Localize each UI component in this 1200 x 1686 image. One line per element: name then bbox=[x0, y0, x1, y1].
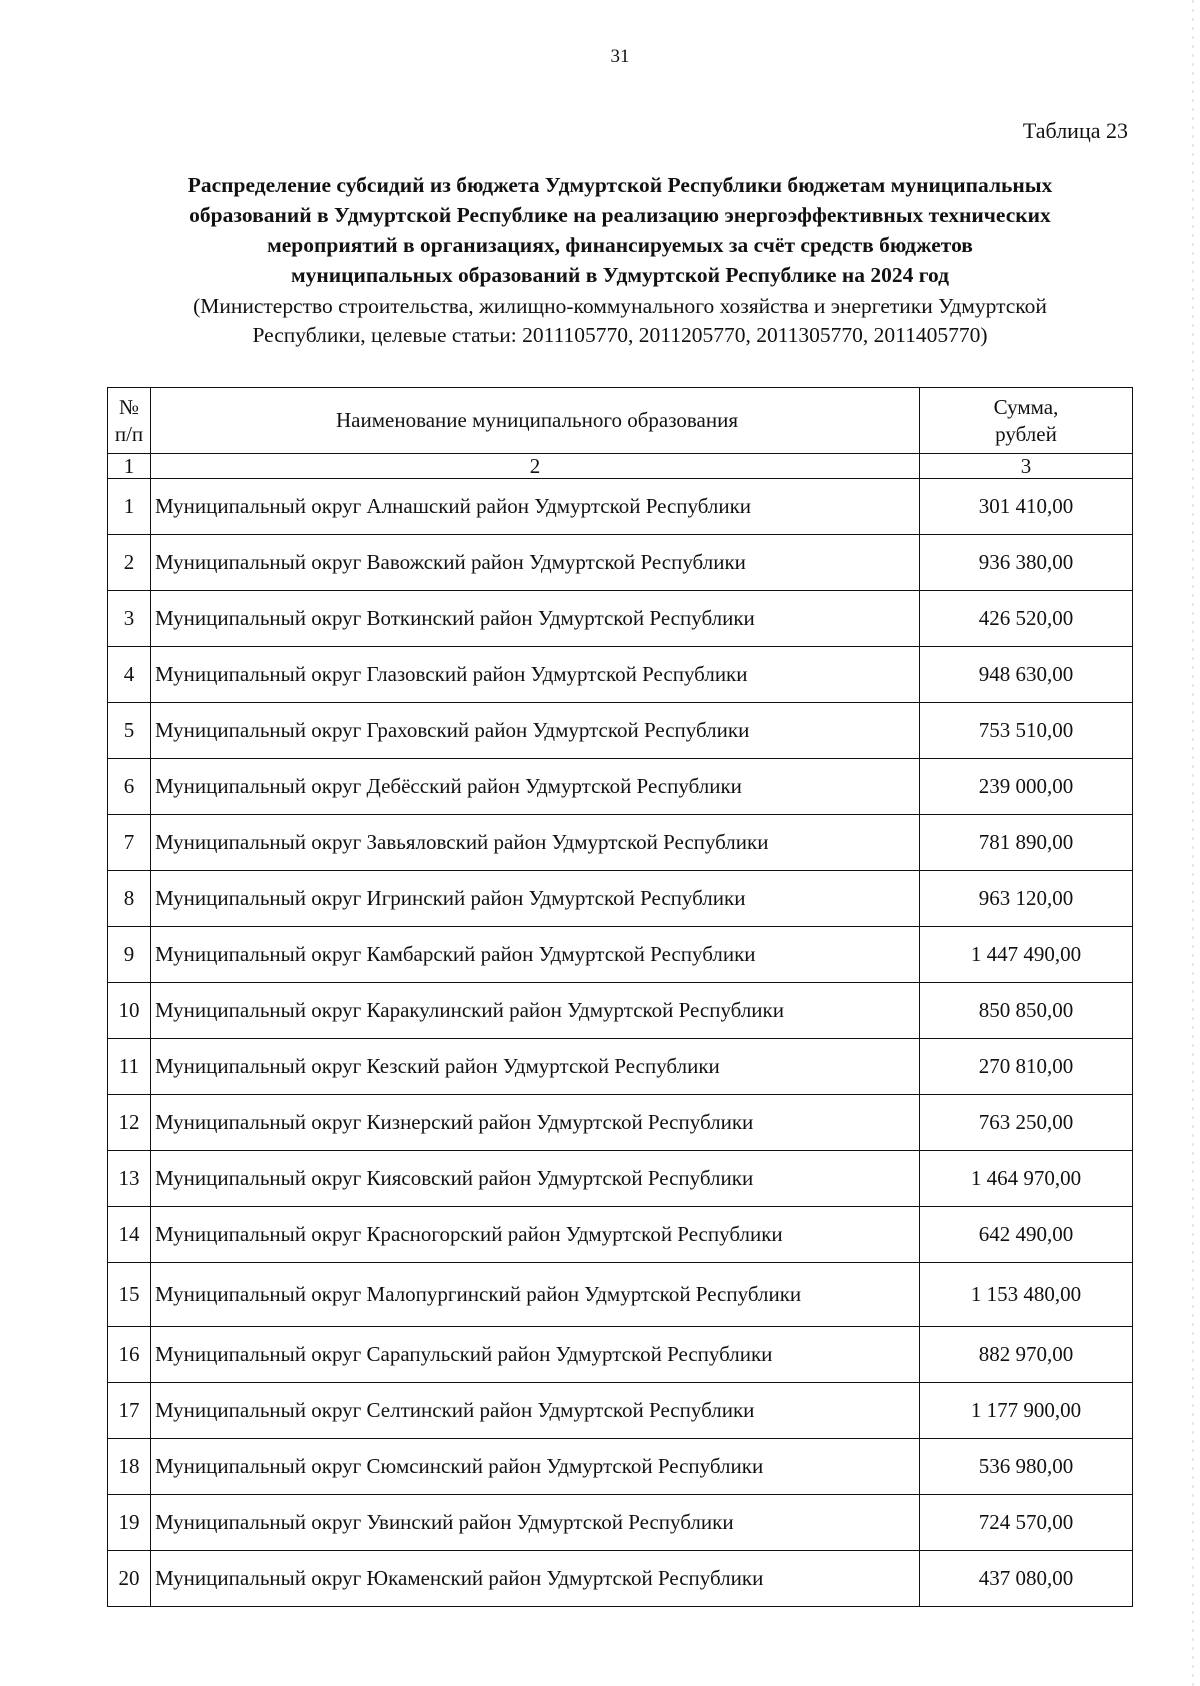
row-number: 13 bbox=[108, 1151, 151, 1207]
table-row bbox=[108, 1039, 1133, 1095]
title-line: мероприятий в организациях, финансируемых за счёт средств бюджетов bbox=[267, 233, 973, 257]
document-subtitle bbox=[110, 292, 1130, 350]
table-row bbox=[108, 1263, 1133, 1327]
title-block bbox=[110, 170, 1130, 350]
row-number: 15 bbox=[108, 1263, 151, 1327]
table-header-row bbox=[108, 388, 1133, 454]
table-row bbox=[108, 1327, 1133, 1383]
table-row bbox=[108, 1551, 1133, 1607]
table-row bbox=[108, 815, 1133, 871]
row-number: 17 bbox=[108, 1383, 151, 1439]
row-sum: 239 000,00 bbox=[920, 759, 1133, 815]
row-sum: 437 080,00 bbox=[920, 1551, 1133, 1607]
column-number-row bbox=[108, 454, 1133, 479]
title-line: Распределение субсидий из бюджета Удмуртской Республики бюджетам муниципальных bbox=[187, 173, 1053, 197]
table-row bbox=[108, 1095, 1133, 1151]
page-number: 31 bbox=[610, 46, 630, 67]
row-name: Муниципальный округ Киясовский район Удмуртской Республики bbox=[151, 1151, 920, 1207]
table-row bbox=[108, 927, 1133, 983]
row-number: 12 bbox=[108, 1095, 151, 1151]
column-number: 3 bbox=[920, 454, 1133, 479]
row-sum: 642 490,00 bbox=[920, 1207, 1133, 1263]
table-row bbox=[108, 1383, 1133, 1439]
row-sum: 1 177 900,00 bbox=[920, 1383, 1133, 1439]
row-name: Муниципальный округ Каракулинский район Удмуртской Республики bbox=[151, 983, 920, 1039]
table-row bbox=[108, 983, 1133, 1039]
table-row bbox=[108, 479, 1133, 535]
row-name: Муниципальный округ Игринский район Удмуртской Республики bbox=[151, 871, 920, 927]
row-sum: 724 570,00 bbox=[920, 1495, 1133, 1551]
row-sum: 781 890,00 bbox=[920, 815, 1133, 871]
row-number: 7 bbox=[108, 815, 151, 871]
row-name: Муниципальный округ Завьяловский район Удмуртской Республики bbox=[151, 815, 920, 871]
row-number: 3 bbox=[108, 591, 151, 647]
table-row bbox=[108, 1207, 1133, 1263]
table-row bbox=[108, 759, 1133, 815]
row-name: Муниципальный округ Сюмсинский район Удмуртской Республики bbox=[151, 1439, 920, 1495]
row-number: 19 bbox=[108, 1495, 151, 1551]
table-row bbox=[108, 591, 1133, 647]
row-sum: 948 630,00 bbox=[920, 647, 1133, 703]
table-row bbox=[108, 535, 1133, 591]
row-number: 9 bbox=[108, 927, 151, 983]
row-name: Муниципальный округ Граховский район Удмуртской Республики bbox=[151, 703, 920, 759]
row-name: Муниципальный округ Камбарский район Удмуртской Республики bbox=[151, 927, 920, 983]
row-number: 8 bbox=[108, 871, 151, 927]
row-sum: 270 810,00 bbox=[920, 1039, 1133, 1095]
row-sum: 1 447 490,00 bbox=[920, 927, 1133, 983]
subsidy-table bbox=[107, 387, 1133, 1607]
row-number: 18 bbox=[108, 1439, 151, 1495]
row-number: 11 bbox=[108, 1039, 151, 1095]
row-name: Муниципальный округ Юкаменский район Удмуртской Республики bbox=[151, 1551, 920, 1607]
row-name: Муниципальный округ Кизнерский район Удмуртской Республики bbox=[151, 1095, 920, 1151]
row-name: Муниципальный округ Красногорский район Удмуртской Республики bbox=[151, 1207, 920, 1263]
title-line: образований в Удмуртской Республике на реализацию энергоэффективных технических bbox=[189, 203, 1051, 227]
column-number: 2 bbox=[151, 454, 920, 479]
header-number-line2: п/п bbox=[114, 421, 144, 446]
scan-edge-artifact bbox=[1192, 0, 1194, 1686]
row-sum: 1 464 970,00 bbox=[920, 1151, 1133, 1207]
header-number-line1: № bbox=[118, 394, 140, 419]
table-row bbox=[108, 1151, 1133, 1207]
row-number: 1 bbox=[108, 479, 151, 535]
row-name: Муниципальный округ Воткинский район Удмуртской Республики bbox=[151, 591, 920, 647]
subtitle-line: Республики, целевые статьи: 2011105770, 2011205770, 2011305770, 2011405770) bbox=[252, 323, 988, 347]
row-name: Муниципальный округ Дебёсский район Удмуртской Республики bbox=[151, 759, 920, 815]
row-name: Муниципальный округ Кезский район Удмуртской Республики bbox=[151, 1039, 920, 1095]
table-row bbox=[108, 1439, 1133, 1495]
row-number: 6 bbox=[108, 759, 151, 815]
row-name: Муниципальный округ Вавожский район Удмуртской Республики bbox=[151, 535, 920, 591]
row-name: Муниципальный округ Малопургинский район Удмуртской Республики bbox=[151, 1263, 920, 1327]
table-label: Таблица 23 bbox=[1022, 118, 1128, 143]
header-number bbox=[108, 388, 151, 454]
row-number: 2 bbox=[108, 535, 151, 591]
row-sum: 301 410,00 bbox=[920, 479, 1133, 535]
document-title bbox=[110, 170, 1130, 290]
header-sum bbox=[920, 388, 1133, 454]
row-sum: 850 850,00 bbox=[920, 983, 1133, 1039]
row-number: 10 bbox=[108, 983, 151, 1039]
row-sum: 936 380,00 bbox=[920, 535, 1133, 591]
title-line: муниципальных образований в Удмуртской Республике на 2024 год bbox=[290, 263, 950, 287]
row-sum: 882 970,00 bbox=[920, 1327, 1133, 1383]
row-number: 4 bbox=[108, 647, 151, 703]
row-name: Муниципальный округ Сарапульский район Удмуртской Республики bbox=[151, 1327, 920, 1383]
row-sum: 753 510,00 bbox=[920, 703, 1133, 759]
subtitle-line: (Министерство строительства, жилищно-коммунального хозяйства и энергетики Удмуртской bbox=[193, 294, 1047, 318]
row-number: 14 bbox=[108, 1207, 151, 1263]
header-sum-line1: Сумма, bbox=[993, 394, 1059, 419]
row-name: Муниципальный округ Глазовский район Удмуртской Республики bbox=[151, 647, 920, 703]
table-body bbox=[108, 479, 1133, 1607]
row-name: Муниципальный округ Алнашский район Удмуртской Республики bbox=[151, 479, 920, 535]
table-row bbox=[108, 871, 1133, 927]
table-row bbox=[108, 1495, 1133, 1551]
table-row bbox=[108, 647, 1133, 703]
row-sum: 963 120,00 bbox=[920, 871, 1133, 927]
row-sum: 763 250,00 bbox=[920, 1095, 1133, 1151]
row-number: 5 bbox=[108, 703, 151, 759]
header-sum-line2: рублей bbox=[995, 421, 1057, 446]
table-row bbox=[108, 703, 1133, 759]
row-name: Муниципальный округ Селтинский район Удмуртской Республики bbox=[151, 1383, 920, 1439]
row-number: 20 bbox=[108, 1551, 151, 1607]
row-name: Муниципальный округ Увинский район Удмуртской Республики bbox=[151, 1495, 920, 1551]
row-sum: 1 153 480,00 bbox=[920, 1263, 1133, 1327]
row-sum: 536 980,00 bbox=[920, 1439, 1133, 1495]
header-name: Наименование муниципального образования bbox=[151, 388, 920, 454]
column-number: 1 bbox=[108, 454, 151, 479]
row-number: 16 bbox=[108, 1327, 151, 1383]
row-sum: 426 520,00 bbox=[920, 591, 1133, 647]
